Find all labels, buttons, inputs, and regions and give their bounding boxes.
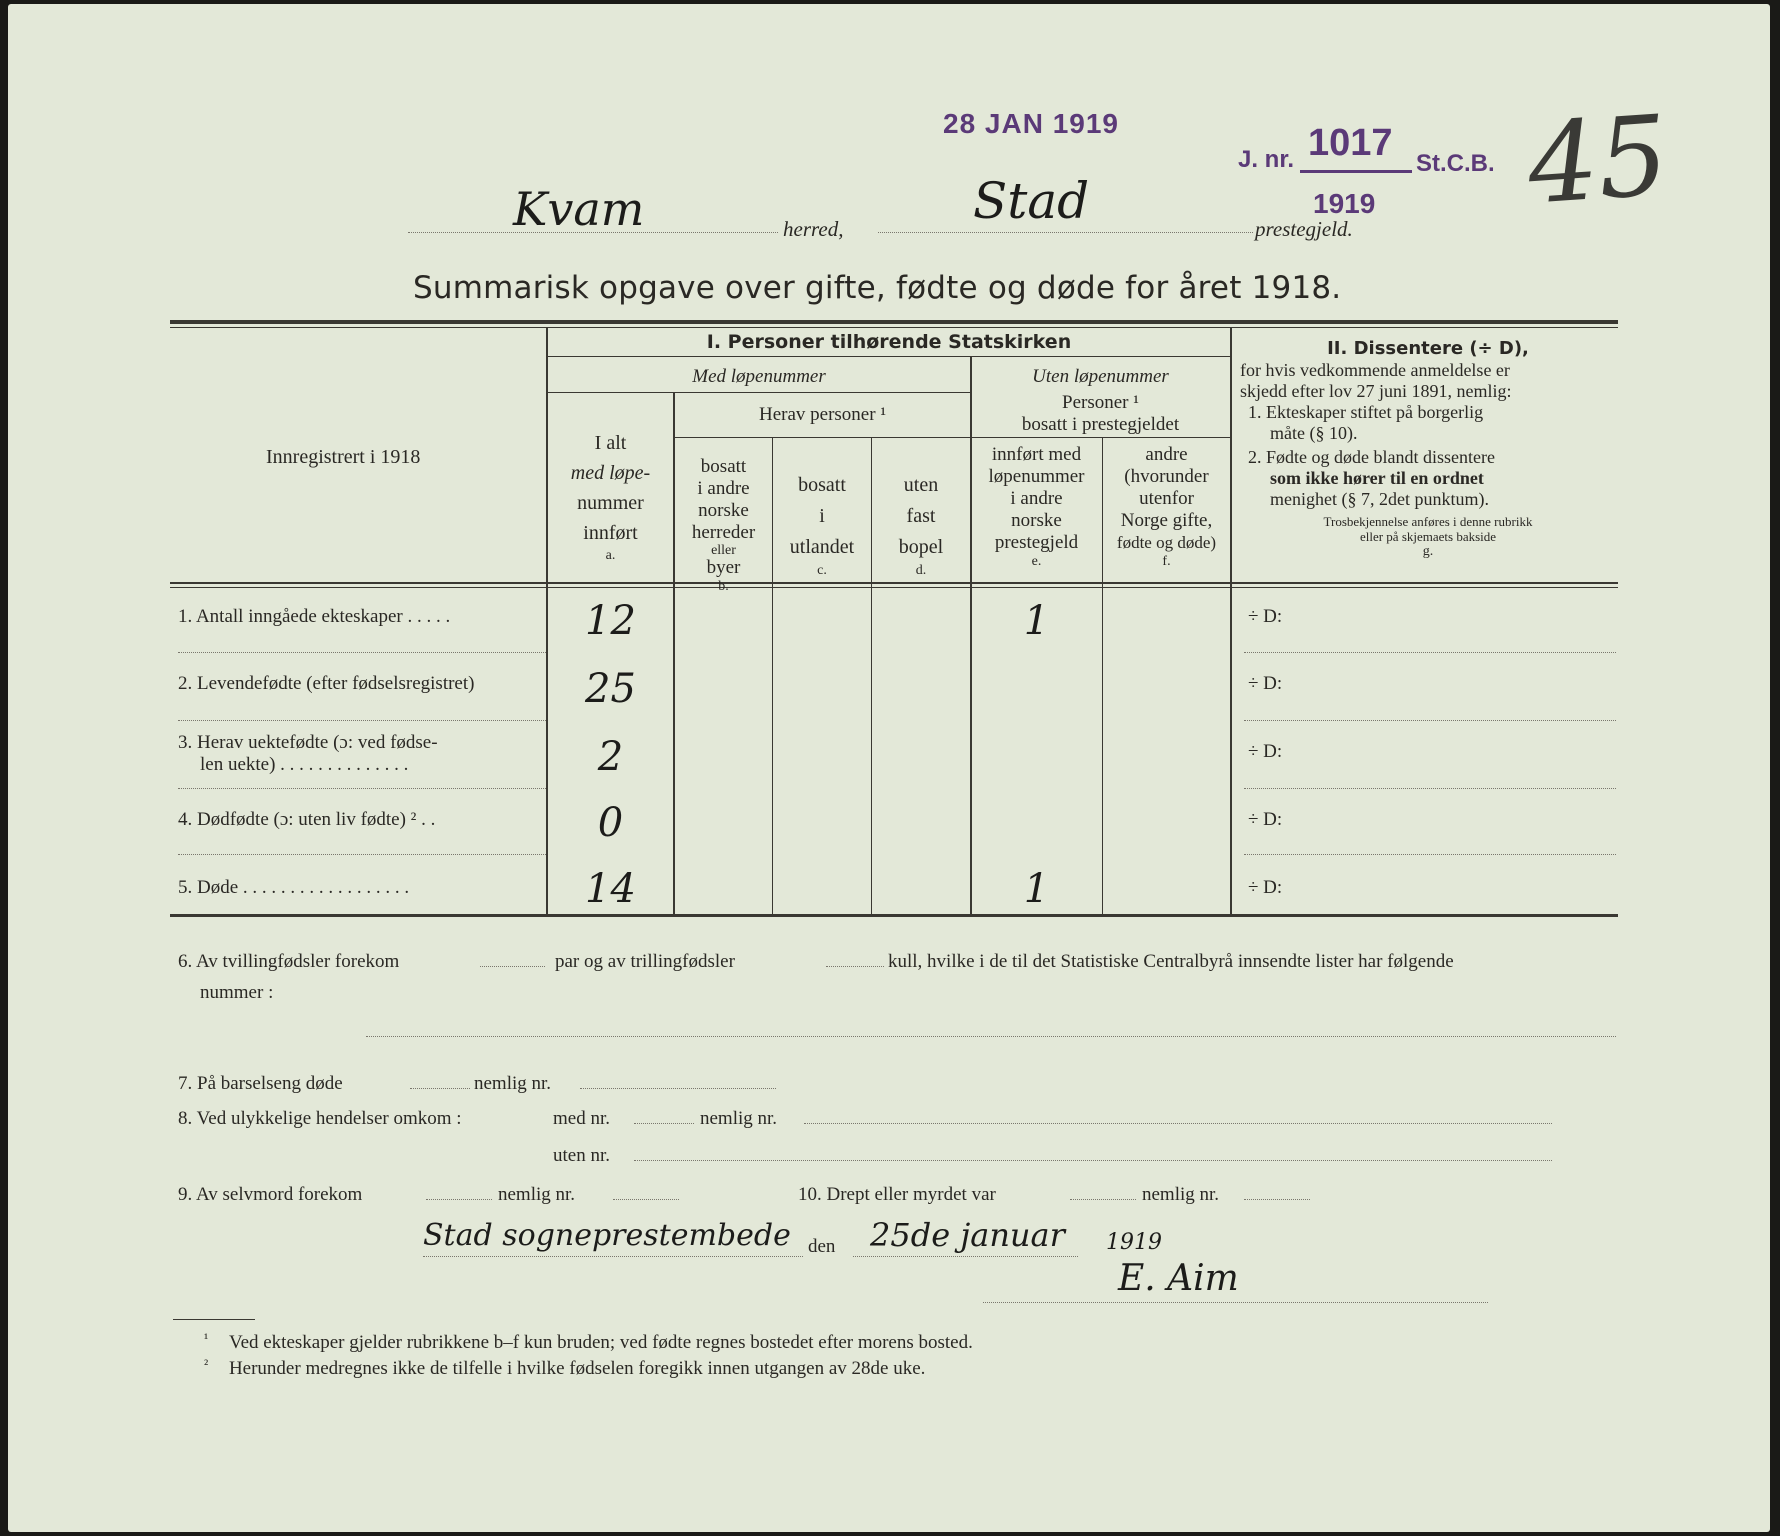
personer-heading [971, 392, 1230, 436]
section2-line2: skjedd efter lov 27 juni 1891, nemlig: [1240, 381, 1512, 401]
row-g-1: ÷ D: [1248, 606, 1283, 627]
med-rule [548, 392, 970, 393]
col-f-line3: utenfor [1139, 488, 1194, 509]
q6-label3: kull, hvilke i de til det Statistiske Centralbyrå innsendte lister har følgende [888, 951, 1454, 972]
row-label-5: 5. Døde . . . . . . . . . . . . . . . . . . [178, 877, 410, 898]
row-sep-g-4 [1244, 854, 1616, 855]
q8-label: 8. Ved ulykkelige hendelser omkom : [178, 1108, 462, 1129]
col-a-heading [548, 428, 673, 564]
form-sheet [8, 4, 1770, 1532]
col-a-line2: med løpe- [570, 462, 651, 484]
q9-label: 9. Av selvmord forekom [178, 1184, 363, 1205]
section2-heading [1240, 338, 1616, 560]
q6-blank2 [826, 966, 884, 967]
herav-rule [675, 437, 970, 438]
signature-year: 1919 [1106, 1230, 1162, 1255]
divider-g [1230, 328, 1232, 916]
col-b-letter: b. [718, 579, 729, 594]
col-f-line4: Norge gifte, [1120, 510, 1213, 531]
col-a-line1: I alt [594, 432, 627, 454]
q6-label2: par og av trillingfødsler [555, 951, 735, 972]
table-head-rule-thin [170, 587, 1618, 588]
footnote-1-mark: ¹ [204, 1332, 209, 1347]
table-bottom-rule [170, 914, 1618, 917]
signature-place: Stad sogneprestembede [423, 1218, 791, 1253]
q8-blank3 [634, 1160, 1552, 1161]
journal-suffix: St.C.B. [1416, 150, 1495, 177]
q10-blank1 [1070, 1199, 1136, 1200]
col-f-letter: f. [1162, 554, 1171, 569]
col-d-line1: uten [903, 474, 939, 496]
med-heading: Med løpenummer [692, 366, 826, 387]
signature-name: E. Aim [1118, 1258, 1239, 1299]
footnote-1-text: Ved ekteskaper gjelder rubrikkene b–f kun bruden; ved fødte regnes bostedet efter morens bosted. [228, 1332, 973, 1353]
col-b-line4: herreder [691, 522, 756, 543]
q8-blank2 [804, 1123, 1552, 1124]
col-d-letter: d. [915, 563, 927, 578]
journal-number: 1017 [1308, 122, 1393, 164]
q9-blank1 [426, 1199, 492, 1200]
signature-name-line [983, 1302, 1488, 1303]
q9-blank2 [613, 1199, 679, 1200]
signature-date: 25de januar [870, 1216, 1065, 1254]
row-header: Innregistrert i 1918 [266, 446, 421, 468]
personer-line1: Personer ¹ [1062, 392, 1139, 413]
journal-rule [1300, 170, 1412, 173]
row-label-3b: len uekte) . . . . . . . . . . . . . . [200, 754, 409, 775]
col-e-line5: prestegjeld [994, 532, 1079, 553]
section2-note1: Trosbekjennelse anføres i denne rubrikk [1323, 514, 1533, 529]
date-stamp: 28 JAN 1919 [943, 108, 1120, 139]
section1-rule [548, 356, 1230, 357]
q9-label2: nemlig nr. [498, 1184, 576, 1205]
footnote-rule [173, 1319, 255, 1320]
col-e-line1: innført med [991, 444, 1082, 465]
col-e-line2: løpenummer [988, 466, 1085, 487]
row-a-3: 2 [597, 734, 624, 780]
row-g-4: ÷ D: [1248, 809, 1283, 830]
footnote-2-mark: ² [204, 1358, 209, 1373]
q8-blank1 [634, 1123, 694, 1124]
q6-blank3 [366, 1036, 1616, 1037]
row-label-3: 3. Herav uektefødte (ɔ: ved fødse- [178, 732, 438, 753]
col-g-letter: g. [1422, 544, 1434, 559]
row-a-5: 14 [585, 866, 636, 912]
col-f-heading [1103, 444, 1230, 570]
q10-label: 10. Drept eller myrdet var [798, 1184, 996, 1205]
table-top-rule [170, 320, 1618, 324]
herred-label: herred, [783, 217, 844, 241]
section2-title: II. Dissentere (÷ D), [1327, 338, 1529, 359]
q8-label3: nemlig nr. [700, 1108, 778, 1129]
col-a-line4: innført [583, 522, 638, 544]
row-label-2: 2. Levendefødte (efter fødselsregistret) [178, 673, 475, 694]
prestegjeld-value: Stad [973, 172, 1090, 230]
col-a-letter: a. [605, 548, 616, 563]
col-c-line1: bosatt [798, 474, 846, 496]
q7-label: 7. På barselseng døde [178, 1073, 343, 1094]
section2-line7: menighet (§ 7, 2det punktum). [1270, 489, 1489, 509]
col-c-heading [773, 470, 871, 579]
section1-title: I. Personer tilhørende Statskirken [706, 331, 1072, 353]
row-sep-g-1 [1244, 652, 1616, 653]
col-e-letter: e. [1031, 554, 1042, 569]
uten-heading: Uten løpenummer [1032, 366, 1169, 387]
row-label-1: 1. Antall inngåede ekteskaper . . . . . [178, 606, 451, 627]
row-g-2: ÷ D: [1248, 673, 1283, 694]
row-sep-2 [178, 720, 546, 721]
col-f-line1: andre [1145, 444, 1188, 465]
q7-blank2 [580, 1088, 776, 1089]
section2-line4: måte (§ 10). [1270, 423, 1358, 443]
col-b-byer: byer [706, 557, 741, 578]
row-sep-4 [178, 854, 546, 855]
signature-date-line [853, 1256, 1078, 1257]
q7-label2: nemlig nr. [474, 1073, 552, 1094]
journal-prefix: J. nr. [1238, 146, 1295, 173]
q8-label4: uten nr. [553, 1145, 610, 1166]
row-sep-3 [178, 788, 546, 789]
footnote-2 [204, 1358, 925, 1380]
q8-label2: med nr. [553, 1108, 610, 1129]
q10-blank2 [1244, 1199, 1310, 1200]
section2-note2: eller på skjemaets bakside [1359, 529, 1497, 544]
row-sep-1 [178, 652, 546, 653]
footnote-2-text: Herunder medregnes ikke de tilfelle i hvilke fødselen foregikk innen utgangen av 28de uke. [228, 1358, 926, 1379]
herav-heading: Herav personer ¹ [758, 404, 887, 425]
corner-mark: 45 [1523, 91, 1673, 229]
section2-line1: for hvis vedkommende anmeldelse er [1240, 360, 1510, 380]
herred-underline [408, 232, 778, 233]
col-c-letter: c. [817, 563, 827, 578]
row-a-1: 12 [585, 598, 636, 644]
col-a-line3: nummer [577, 492, 644, 514]
row-g-3: ÷ D: [1248, 741, 1283, 762]
row-label-4: 4. Dødfødte (ɔ: uten liv fødte) ² . . [178, 809, 436, 830]
col-f-line2: (hvorunder [1124, 466, 1209, 487]
q6-label4: nummer : [200, 982, 274, 1003]
q10-label2: nemlig nr. [1142, 1184, 1220, 1205]
section2-line6: som ikke hører til en ordnet [1270, 468, 1484, 488]
row-e-5: 1 [1023, 866, 1050, 912]
col-d-line2: fast [906, 505, 936, 527]
section2-line3: 1. Ekteskaper stiftet på borgerlig [1248, 402, 1484, 422]
col-e-heading [971, 444, 1102, 570]
col-b-line1: bosatt [700, 456, 747, 477]
col-b-heading [675, 456, 772, 595]
footnote-1 [204, 1332, 973, 1354]
section2-line5: 2. Fødte og døde blandt dissentere [1248, 447, 1495, 467]
row-g-5: ÷ D: [1248, 877, 1283, 898]
prestegjeld-underline [878, 232, 1253, 233]
col-c-line2: i [819, 505, 825, 527]
prestegjeld-label: prestegjeld. [1255, 217, 1353, 241]
col-b-line2: i andre [697, 478, 750, 499]
col-c-line3: utlandet [789, 536, 855, 558]
col-b-eller: eller [711, 543, 736, 558]
row-sep-g-2 [1244, 720, 1616, 721]
col-b-line3: norske [698, 500, 749, 521]
col-f-line5: fødte og døde) [1116, 533, 1217, 552]
page-title: Summarisk opgave over gifte, fødte og døde for året 1918. [413, 270, 1342, 306]
col-d-line3: bopel [898, 536, 944, 558]
signature-place-line [423, 1256, 803, 1257]
row-e-1: 1 [1023, 598, 1050, 644]
herred-value: Kvam [513, 182, 645, 236]
personer-line2: bosatt i prestegjeldet [1021, 414, 1180, 435]
col-e-line3: i andre [1010, 488, 1063, 509]
col-e-line4: norske [1011, 510, 1062, 531]
q6-blank1 [480, 966, 545, 967]
journal-year: 1919 [1313, 188, 1376, 219]
q7-blank1 [410, 1088, 470, 1089]
q6-label: 6. Av tvillingfødsler forekom [178, 951, 400, 972]
table-head-rule [170, 582, 1618, 584]
table-top-rule-thin [170, 327, 1618, 328]
row-a-4: 0 [597, 800, 624, 846]
row-a-2: 25 [585, 666, 636, 712]
personer-rule [971, 437, 1230, 438]
signature-den: den [808, 1236, 836, 1257]
col-d-heading [872, 470, 970, 579]
row-sep-g-3 [1244, 788, 1616, 789]
